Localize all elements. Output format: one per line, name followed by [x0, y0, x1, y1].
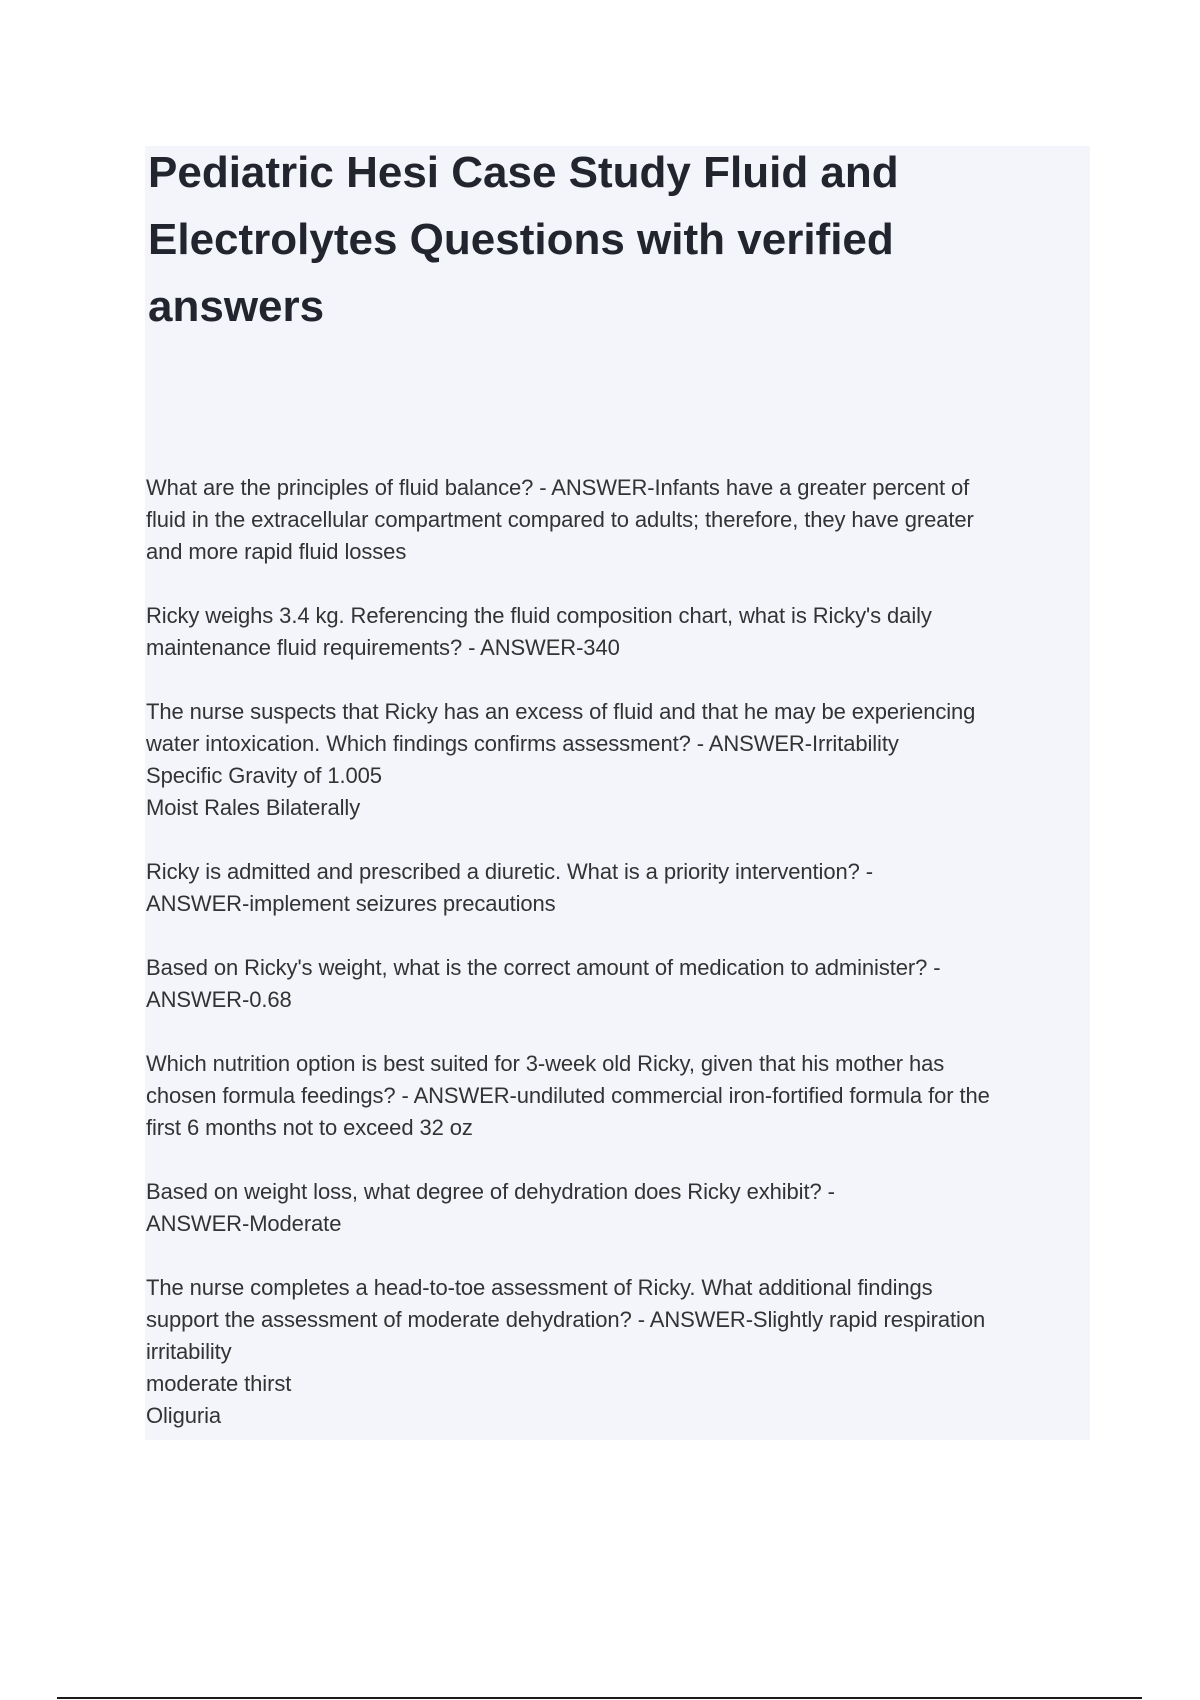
question-answer-list: [146, 472, 1090, 1464]
qa-text-line: Moist Rales Bilaterally: [146, 795, 361, 820]
qa-text-line: and more rapid fluid losses: [146, 539, 407, 564]
qa-text-line: Based on Ricky's weight, what is the correct amount of medication to administer? -: [146, 955, 941, 980]
qa-text-line: Ricky is admitted and prescribed a diuretic. What is a priority intervention? -: [146, 859, 873, 884]
qa-text-line: irritability: [146, 1339, 232, 1364]
qa-text-line: Oliguria: [146, 1403, 222, 1428]
qa-text-line: Which nutrition option is best suited for 3-week old Ricky, given that his mother has: [146, 1051, 945, 1076]
page-footer-divider: [57, 1697, 1142, 1699]
qa-item-diuretic-intervention: [146, 856, 1090, 920]
qa-text-line: The nurse completes a head-to-toe assessment of Ricky. What additional findings: [146, 1275, 933, 1300]
qa-item-fluid-balance: [146, 472, 1090, 568]
qa-text-line: ANSWER-implement seizures precautions: [146, 891, 556, 916]
title-line: answers: [148, 282, 325, 331]
title-line: Electrolytes Questions with verified: [148, 215, 894, 264]
qa-text-line: water intoxication. Which findings confirms assessment? - ANSWER-Irritability: [146, 731, 899, 756]
qa-text-line: support the assessment of moderate dehydration? - ANSWER-Slightly rapid respiration: [146, 1307, 986, 1332]
qa-text-line: Specific Gravity of 1.005: [146, 763, 382, 788]
qa-item-head-to-toe-findings: [146, 1272, 1090, 1432]
qa-text-line: Ricky weighs 3.4 kg. Referencing the fluid composition chart, what is Ricky's daily: [146, 603, 932, 628]
qa-text-line: maintenance fluid requirements? - ANSWER-340: [146, 635, 620, 660]
qa-text-line: The nurse suspects that Ricky has an excess of fluid and that he may be experiencing: [146, 699, 976, 724]
qa-text-line: fluid in the extracellular compartment compared to adults; therefore, they have greater: [146, 507, 974, 532]
qa-item-nutrition-option: [146, 1048, 1090, 1144]
document-title: [148, 139, 1088, 340]
qa-item-dehydration-degree: [146, 1176, 1090, 1240]
qa-item-water-intoxication: [146, 696, 1090, 824]
qa-text-line: chosen formula feedings? - ANSWER-undiluted commercial iron-fortified formula for the: [146, 1083, 990, 1108]
qa-text-line: moderate thirst: [146, 1371, 292, 1396]
qa-item-medication-amount: [146, 952, 1090, 1016]
qa-text-line: ANSWER-0.68: [146, 987, 292, 1012]
qa-item-maintenance-fluid: [146, 600, 1090, 664]
qa-text-line: What are the principles of fluid balance? - ANSWER-Infants have a greater percent of: [146, 475, 970, 500]
qa-text-line: first 6 months not to exceed 32 oz: [146, 1115, 473, 1140]
qa-text-line: ANSWER-Moderate: [146, 1211, 342, 1236]
title-line: Pediatric Hesi Case Study Fluid and: [148, 148, 899, 197]
qa-text-line: Based on weight loss, what degree of dehydration does Ricky exhibit? -: [146, 1179, 835, 1204]
